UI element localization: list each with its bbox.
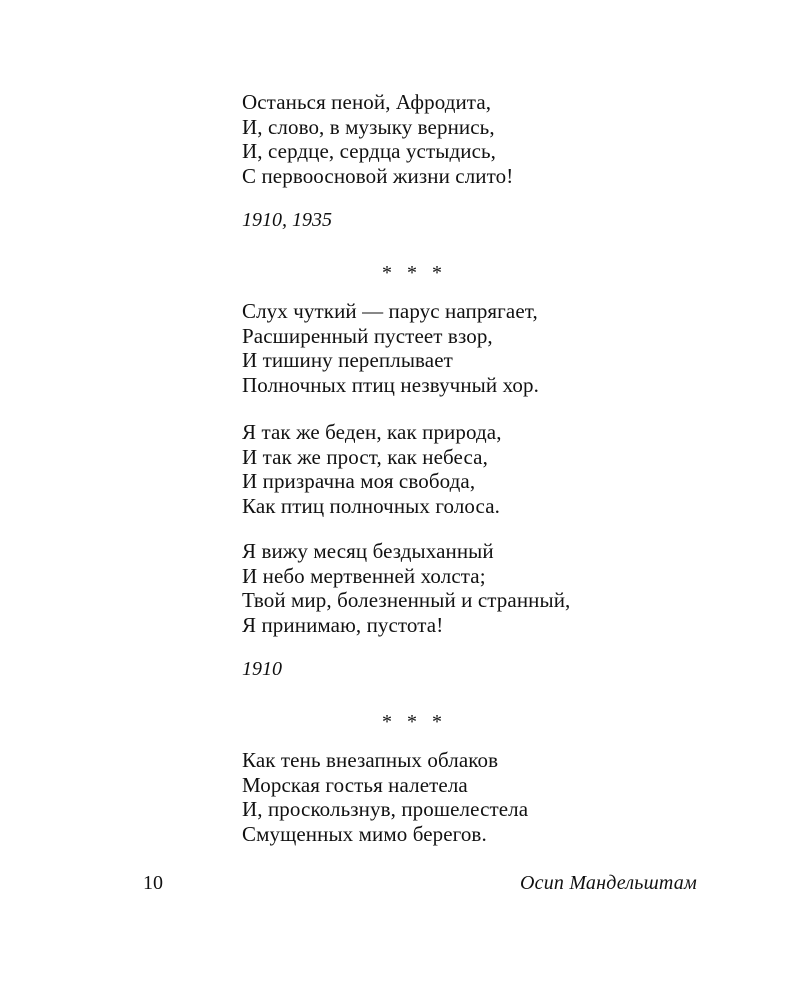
poem-2-date: 1910: [242, 658, 282, 680]
page-number: 10: [143, 872, 163, 894]
poem-line: Полночных птиц незвучный хор.: [242, 372, 539, 397]
poem-line: Твой мир, болезненный и странный,: [242, 588, 571, 613]
running-footer-author: Осип Мандельштам: [520, 872, 697, 894]
poem-2-separator: * * *: [382, 262, 442, 284]
poem-3-stanza-1: [242, 748, 528, 846]
poem-2-stanza-2: [242, 420, 502, 518]
poem-line: С первоосновой жизни слито!: [242, 163, 514, 188]
poem-line: Как тень внезапных облаков: [242, 748, 499, 772]
poem-line: И так же прост, как небеса,: [242, 444, 488, 469]
poem-line: И тишину переплывает: [242, 348, 453, 373]
poem-line: Я так же беден, как природа,: [242, 420, 502, 444]
poem-line: И, проскользнув, прошелестела: [242, 797, 529, 822]
poem-1-date: 1910, 1935: [242, 209, 332, 231]
poem-line: И небо мертвенней холста;: [242, 563, 486, 588]
poem-3-separator: * * *: [382, 711, 442, 733]
poem-line: Как птиц полночных голоса.: [242, 493, 501, 518]
poem-line: Смущенных мимо берегов.: [242, 821, 487, 846]
poem-line: И призрачна моя свобода,: [242, 469, 476, 494]
poem-2-stanza-3: [242, 539, 570, 637]
poem-line: Расширенный пустеет взор,: [242, 323, 493, 348]
poem-2-stanza-1: [242, 299, 539, 397]
poem-1-stanza-1: [242, 90, 513, 188]
poem-line: И, сердце, сердца устыдись,: [242, 139, 497, 164]
poem-line: Я принимаю, пустота!: [242, 612, 444, 637]
poem-line: Слух чуткий — парус напрягает,: [242, 299, 538, 323]
poem-line: И, слово, в музыку вернись,: [242, 114, 495, 139]
poem-line: Морская гостья налетела: [242, 772, 468, 797]
poem-line: Я вижу месяц бездыханный: [242, 539, 494, 563]
poem-line: Останься пеной, Афродита,: [242, 90, 492, 114]
